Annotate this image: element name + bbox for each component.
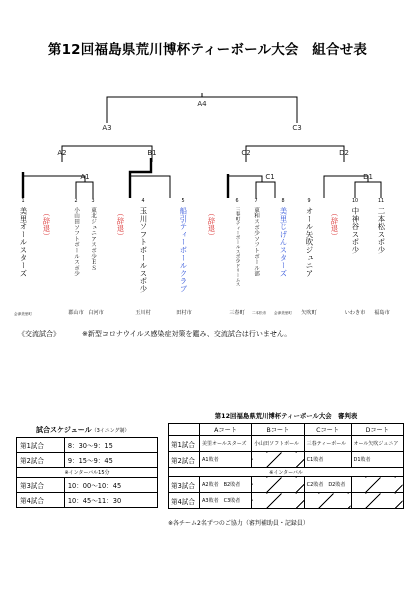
game-cell: 第1試合 <box>17 438 65 453</box>
court-header: Dコート <box>351 424 403 436</box>
game-cell: 第2試合 <box>17 453 65 468</box>
team-city: 会津美里町 <box>14 312 32 316</box>
team-number: 7 <box>254 199 258 204</box>
team-city: 郡山市 <box>68 310 84 316</box>
table-row <box>169 468 404 477</box>
node-c3: C3 <box>292 124 302 132</box>
schedule-title <box>36 425 129 435</box>
node-d2: D2 <box>339 149 349 157</box>
court-header: Aコート <box>200 424 252 436</box>
team-name: 三春町ティーボールスポ少ドリームス <box>235 207 240 287</box>
referee-cell-empty <box>252 477 305 493</box>
court-header: Cコート <box>304 424 351 436</box>
team-number: 11 <box>377 199 385 204</box>
referee-title: 第12回福島県荒川博杯ティーボール大会 審判表 <box>214 412 358 420</box>
team-name-withdrawn: （辞退） <box>330 209 339 241</box>
referee-cell-empty <box>351 493 403 509</box>
node-d1: D1 <box>363 173 373 181</box>
time-cell: 9：15～9：45 <box>64 453 157 468</box>
table-row <box>17 493 158 508</box>
team-name: オール矢吹ジュニア <box>305 207 314 278</box>
referee-cell: 小山田ソフトボール <box>252 436 305 452</box>
node-c2: C2 <box>241 149 251 157</box>
table-row <box>17 468 158 478</box>
interval-cell: ※インターバル <box>169 468 404 477</box>
exchange-note: ※新型コロナウイルス感染症対策を鑑み、交流試合は行いません。 <box>82 330 292 338</box>
team-name-withdrawn: （辞退） <box>207 209 216 241</box>
interval-cell: ※インターバル15分 <box>17 468 158 478</box>
team-number: 5 <box>181 199 185 204</box>
team-number: 2 <box>74 199 78 204</box>
court-header: Bコート <box>252 424 305 436</box>
team-number: 4 <box>141 199 145 204</box>
game-cell: 第3試合 <box>169 477 200 493</box>
node-a2: A2 <box>57 149 67 157</box>
referee-cell: D1敗者 <box>351 452 403 468</box>
table-row <box>169 477 404 493</box>
referee-cell-empty <box>252 452 305 468</box>
referee-cell: A1敗者 <box>200 452 252 468</box>
schedule-table <box>16 437 158 508</box>
node-a1: A1 <box>80 173 90 181</box>
game-cell: 第2試合 <box>169 452 200 468</box>
team-city: 会津美里町 <box>274 311 292 315</box>
team-name: 玉川ソフトボールスポ少 <box>139 207 148 293</box>
corner-cell <box>169 424 200 436</box>
team-name: 船引ティーボールクラブ <box>179 207 188 293</box>
team-name-withdrawn: （辞退） <box>116 209 125 241</box>
referee-cell: 三春ティーボール <box>304 436 351 452</box>
team-name: 美里オールスターズ <box>19 207 28 278</box>
team-number: 9 <box>307 199 311 204</box>
team-city: 福島市 <box>374 310 390 316</box>
time-cell: 10：00～10：45 <box>64 478 157 493</box>
table-row <box>17 438 158 453</box>
team-city: 玉川村 <box>135 310 151 316</box>
team-name: 美里じげんスターズ <box>279 207 288 278</box>
game-cell: 第4試合 <box>17 493 65 508</box>
team-city: 三春町 <box>229 310 245 316</box>
team-name: 東和スポ少ソフトボール部 <box>253 207 259 277</box>
referee-cell: C1敗者 <box>304 452 351 468</box>
referee-cell: 美里オールスターズ <box>200 436 252 452</box>
team-city: 白河市 <box>88 310 104 316</box>
table-row <box>17 478 158 493</box>
node-a3: A3 <box>102 124 112 132</box>
node-a4: A4 <box>197 100 207 108</box>
table-row <box>169 452 404 468</box>
exchange-label: 《交流試合》 <box>18 330 60 338</box>
referee-note: ※各チーム2名ずつのご協力（審判補助員・記録員） <box>168 520 309 527</box>
team-city: 田村市 <box>176 310 192 316</box>
game-cell: 第4試合 <box>169 493 200 509</box>
game-cell: 第1試合 <box>169 436 200 452</box>
referee-cell: A3敗者 C3敗者 <box>200 493 252 509</box>
table-row <box>169 436 404 452</box>
page-title: 第12回福島県荒川博杯ティーボール大会 組合せ表 <box>47 42 368 58</box>
team-name: 小山田ソフトボールスポ少 <box>73 207 79 277</box>
table-row <box>169 493 404 509</box>
time-cell: 10：45～11：30 <box>64 493 157 508</box>
team-city: 矢吹町 <box>301 310 317 316</box>
referee-table <box>168 423 404 509</box>
table-header-row <box>169 424 404 436</box>
referee-cell: A2敗者 B2敗者 <box>200 477 252 493</box>
team-name: 東北ジュニアスポ少ＥＳ <box>90 207 96 271</box>
team-number: 1 <box>21 199 25 204</box>
team-city: いわき市 <box>344 310 366 316</box>
team-number: 10 <box>351 199 359 204</box>
node-c1: C1 <box>265 173 275 181</box>
game-cell: 第3試合 <box>17 478 65 493</box>
referee-cell-empty <box>304 493 351 509</box>
exchange-notice <box>18 329 313 339</box>
schedule-subtitle: （3イニング制） <box>91 428 130 434</box>
team-number: 6 <box>235 199 239 204</box>
referee-cell-empty <box>351 477 403 493</box>
table-row <box>17 453 158 468</box>
referee-cell: C2敗者 D2敗者 <box>304 477 351 493</box>
team-number: 8 <box>281 199 285 204</box>
team-number: 3 <box>91 199 95 204</box>
team-city: 二本松市 <box>251 311 267 315</box>
schedule-title-text: 試合スケジュール <box>36 426 92 434</box>
referee-cell-empty <box>252 493 305 509</box>
team-name: 中神谷スポ少 <box>351 207 360 254</box>
referee-cell: オール矢吹ジュニア <box>351 436 403 452</box>
node-b1: B1 <box>147 149 157 157</box>
team-name-withdrawn: （辞退） <box>42 209 51 241</box>
time-cell: 8：30～9：15 <box>64 438 157 453</box>
team-name: 二本松スポ少 <box>377 207 386 254</box>
